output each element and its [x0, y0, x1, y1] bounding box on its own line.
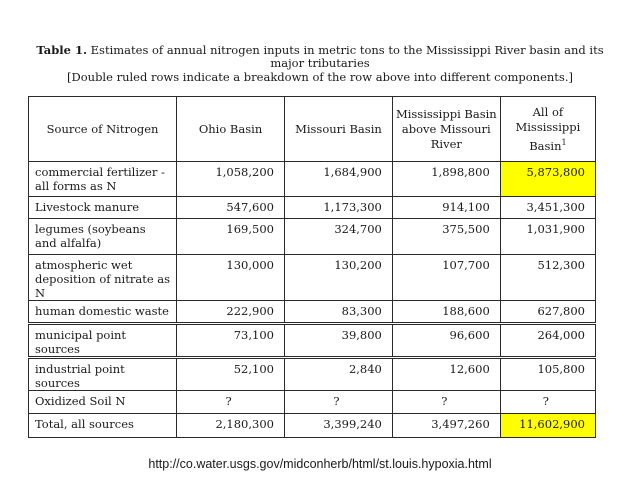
cell-above-missouri: ? — [392, 391, 500, 414]
cell-all-highlighted: 5,873,800 — [500, 162, 595, 197]
row-source: industrial point sources — [29, 358, 177, 391]
cell-missouri: 3,399,240 — [284, 414, 392, 438]
table-row — [29, 219, 596, 255]
cell-all: 512,300 — [500, 255, 595, 301]
header-ohio: Ohio Basin — [177, 97, 285, 162]
cell-all: 264,000 — [500, 324, 595, 358]
cell-above-missouri: 107,700 — [392, 255, 500, 301]
cell-missouri: ? — [284, 391, 392, 414]
caption-label: Table 1. — [36, 43, 87, 57]
cell-ohio: 169,500 — [177, 219, 285, 255]
cell-above-missouri: 12,600 — [392, 358, 500, 391]
header-source: Source of Nitrogen — [29, 97, 177, 162]
cell-above-missouri: 914,100 — [392, 197, 500, 219]
table-row-double-ruled — [29, 324, 596, 358]
cell-above-missouri: 1,898,800 — [392, 162, 500, 197]
header-missouri: Missouri Basin — [284, 97, 392, 162]
cell-missouri: 39,800 — [284, 324, 392, 358]
cell-all: 1,031,900 — [500, 219, 595, 255]
row-source: Livestock manure — [29, 197, 177, 219]
table-row — [29, 197, 596, 219]
cell-all: 3,451,300 — [500, 197, 595, 219]
cell-missouri: 1,684,900 — [284, 162, 392, 197]
row-source: Oxidized Soil N — [29, 391, 177, 414]
row-source: commercial fertilizer - all forms as N — [29, 162, 177, 197]
table-row-total — [29, 414, 596, 438]
nitrogen-table — [28, 96, 596, 438]
row-source: human domestic waste — [29, 301, 177, 324]
row-source: Total, all sources — [29, 414, 177, 438]
cell-missouri: 2,840 — [284, 358, 392, 391]
cell-all: ? — [500, 391, 595, 414]
caption-text: Estimates of annual nitrogen inputs in metric tons to the Mississippi River basin and its major tributaries — [90, 43, 604, 70]
header-all — [500, 97, 595, 162]
cell-ohio: 1,058,200 — [177, 162, 285, 197]
cell-missouri: 83,300 — [284, 301, 392, 324]
header-above-missouri: Mississippi Basin above Missouri River — [392, 97, 500, 162]
table-caption — [20, 44, 620, 84]
cell-above-missouri: 375,500 — [392, 219, 500, 255]
cell-all: 627,800 — [500, 301, 595, 324]
cell-above-missouri: 3,497,260 — [392, 414, 500, 438]
cell-ohio: 130,000 — [177, 255, 285, 301]
header-all-label: All of Mississippi Basin — [515, 104, 581, 153]
table-row — [29, 358, 596, 391]
cell-all: 105,800 — [500, 358, 595, 391]
cell-missouri: 130,200 — [284, 255, 392, 301]
cell-ohio: 73,100 — [177, 324, 285, 358]
row-source: legumes (soybeans and alfalfa) — [29, 219, 177, 255]
cell-missouri: 324,700 — [284, 219, 392, 255]
source-url: http://co.water.usgs.gov/midconherb/html/st.louis.hypoxia.html — [148, 457, 492, 471]
cell-ohio: 52,100 — [177, 358, 285, 391]
table-row — [29, 162, 596, 197]
table-row — [29, 301, 596, 324]
header-row — [29, 97, 596, 162]
table-row — [29, 255, 596, 301]
table-row — [29, 391, 596, 414]
cell-missouri: 1,173,300 — [284, 197, 392, 219]
row-source: atmospheric wet deposition of nitrate as N — [29, 255, 177, 301]
footnote-marker: 1 — [561, 137, 567, 147]
cell-ohio: 2,180,300 — [177, 414, 285, 438]
caption-note: [Double ruled rows indicate a breakdown of the row above into different components.] — [67, 70, 573, 84]
cell-ohio: 222,900 — [177, 301, 285, 324]
row-source: municipal point sources — [29, 324, 177, 358]
cell-all-highlighted: 11,602,900 — [500, 414, 595, 438]
cell-ohio: ? — [177, 391, 285, 414]
cell-ohio: 547,600 — [177, 197, 285, 219]
cell-above-missouri: 96,600 — [392, 324, 500, 358]
cell-above-missouri: 188,600 — [392, 301, 500, 324]
